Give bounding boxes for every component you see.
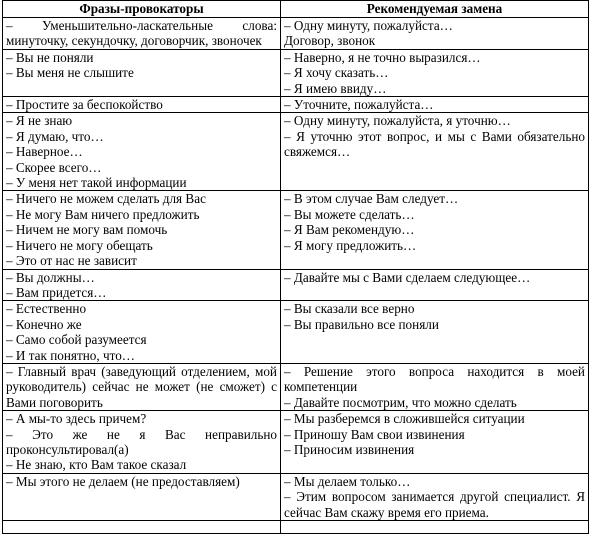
- phrase-line: – Вам придется…: [6, 284, 107, 300]
- replacement-line: – Я могу предложить…: [284, 237, 417, 253]
- phrase-line: – Вы должны…: [6, 269, 95, 285]
- replacement-line: – Приносим извинения: [284, 441, 415, 457]
- phrase-line: – У меня нет такой информации: [6, 175, 187, 191]
- replacement-cell: [281, 473, 589, 520]
- replacement-cell: [281, 97, 589, 113]
- replacement-line: – Я уточню этот вопрос, и мы с Вами обязательно свяжемся…: [284, 128, 585, 160]
- replacement-line: – Одну минуту, пожалуйста, я уточню…: [284, 113, 511, 129]
- phrase-line: – Главный врач (заведующий отделением, мой руководитель) сейчас не может (не сможет) с Вами поговорить: [6, 363, 277, 410]
- table-row: [3, 411, 589, 474]
- table-row: [3, 363, 589, 410]
- phrase-line: – Мы этого не делаем (не предоставляем): [6, 473, 240, 489]
- provocative-cell: [3, 301, 281, 364]
- provocative-cell: [3, 18, 281, 50]
- phrase-line: – Естественно: [6, 301, 87, 317]
- provocative-cell: [3, 363, 281, 410]
- phrase-line: – Это же не я Вас неправильно проконсультировал(а): [6, 426, 277, 457]
- replacement-cell: [281, 18, 589, 50]
- header-recommended-replacement: Рекомендуемая замена: [281, 1, 589, 18]
- replacement-line: – Решение этого вопроса находится в моей компетенции: [284, 363, 585, 395]
- phrase-line: – Само собой разумеется: [6, 332, 147, 348]
- table-row: [3, 301, 589, 364]
- phrase-line: – Я не знаю: [6, 113, 73, 129]
- replacement-cell-partial: [281, 521, 589, 534]
- replacement-line: – Одну минуту, пожалуйста…: [284, 18, 453, 33]
- replacement-cell: [281, 301, 589, 364]
- table-row: [3, 18, 589, 50]
- phrase-line: – А мы-то здесь причем?: [6, 411, 147, 427]
- replacement-line: – Я Вам рекомендую…: [284, 222, 415, 238]
- replacement-cell: [281, 49, 589, 96]
- table-row-partial: [3, 521, 589, 534]
- phrase-line: – Не знаю, кто Вам такое сказал: [6, 457, 187, 473]
- provocative-cell: [3, 473, 281, 520]
- replacement-line: – Приношу Вам свои извинения: [284, 426, 465, 442]
- document-page: [2, 0, 588, 534]
- phrase-line: – Вы меня не слышите: [6, 65, 134, 81]
- replacement-line: – Мы делаем только…: [284, 473, 411, 489]
- phrase-line: – Вы не поняли: [6, 49, 94, 65]
- phrase-line: – Не могу Вам ничего предложить: [6, 206, 200, 222]
- table-row: [3, 269, 589, 301]
- table-row: [3, 191, 589, 269]
- provocative-cell: [3, 191, 281, 269]
- replacement-cell: [281, 113, 589, 191]
- phrase-line: – И так понятно, что…: [6, 347, 135, 363]
- phrase-line: – Ничего не могу обещать: [6, 237, 153, 253]
- phrase-line: – Наверное…: [6, 144, 83, 160]
- provocative-cell-partial: [3, 521, 281, 534]
- replacement-line: Договор, звонок: [284, 33, 376, 49]
- table-header-row: [3, 1, 589, 18]
- phrase-line: – Я думаю, что…: [6, 128, 104, 144]
- replacement-line: – Мы разберемся в сложившейся ситуации: [284, 411, 525, 427]
- phrase-line: – Уменьшительно-ласкательные слова: минуточку, секундочку, договорчик, звоночек: [6, 18, 277, 49]
- replacement-line: – Вы правильно все поняли: [284, 316, 439, 332]
- replacement-line: – Вы можете сделать…: [284, 206, 415, 222]
- provocative-cell: [3, 269, 281, 301]
- replacement-line: – Наверно, я не точно выразился…: [284, 49, 481, 65]
- replacement-line: – Уточните, пожалуйста…: [284, 97, 434, 113]
- table-row: [3, 49, 589, 96]
- replacement-line: – Этим вопросом занимается другой специалист. Я сейчас Вам скажу время его приема.: [284, 489, 585, 520]
- table-row: [3, 113, 589, 191]
- phrase-line: – Это от нас не зависит: [6, 253, 137, 269]
- phrase-line: – Ничего не можем сделать для Вас: [6, 191, 206, 207]
- provocative-cell: [3, 411, 281, 474]
- replacement-cell: [281, 191, 589, 269]
- phrase-line: – Скорее всего…: [6, 159, 102, 175]
- provocative-cell: [3, 49, 281, 96]
- phrases-table: [2, 0, 589, 534]
- replacement-cell: [281, 269, 589, 301]
- replacement-cell: [281, 363, 589, 410]
- replacement-line: – Давайте мы с Вами сделаем следующее…: [284, 269, 531, 285]
- header-provocative-phrases: Фразы-провокаторы: [3, 1, 281, 18]
- table-row: [3, 473, 589, 520]
- replacement-cell: [281, 411, 589, 474]
- phrase-line: – Ничем не могу вам помочь: [6, 222, 168, 238]
- replacement-line: – Вы сказали все верно: [284, 301, 415, 317]
- replacement-line: – Я имею ввиду…: [284, 80, 387, 96]
- provocative-cell: [3, 97, 281, 113]
- phrase-line: – Конечно же: [6, 316, 82, 332]
- replacement-line: – В этом случае Вам следует…: [284, 191, 459, 207]
- replacement-line: – Давайте посмотрим, что можно сделать: [284, 394, 517, 410]
- provocative-cell: [3, 113, 281, 191]
- phrase-line: – Простите за беспокойство: [6, 97, 163, 113]
- replacement-line: – Я хочу сказать…: [284, 65, 389, 81]
- table-row: [3, 97, 589, 113]
